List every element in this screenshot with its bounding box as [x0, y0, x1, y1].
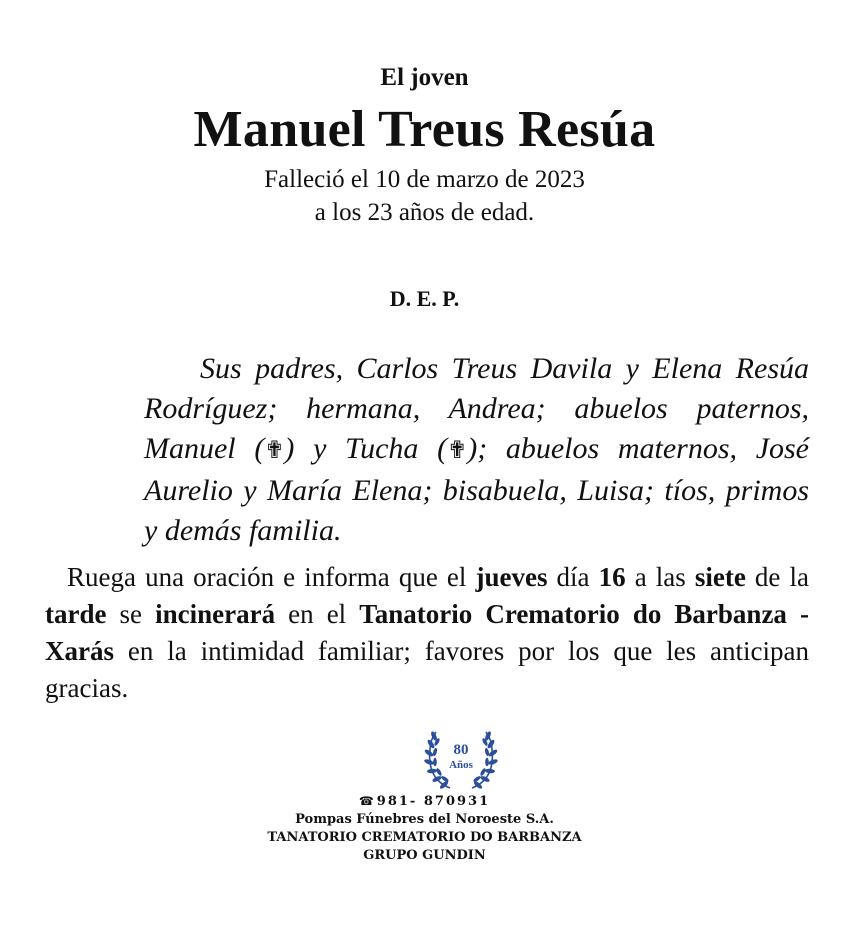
- tanatorio-name: TANATORIO CREMATORIO DO BARBANZA: [267, 830, 582, 845]
- company-name: Pompas Fúnebres del Noroeste S.A.: [295, 812, 554, 827]
- notice-venue: Tanatorio Crematorio do Barbanza - Xarás: [45, 599, 809, 666]
- funeral-home-footer: [0, 792, 849, 865]
- phone-number: 981- 870931: [376, 794, 491, 809]
- notice-period: tarde: [45, 599, 107, 629]
- anniversary-laurel-logo: [420, 724, 502, 794]
- service-notice: [45, 559, 809, 707]
- notice-day: jueves: [475, 562, 548, 592]
- family-text-1: Sus padres, Carlos Treus Davila y Elena Resúa Rodríguez; hermana, Andrea; abuelos paternos, Manuel (: [144, 352, 809, 465]
- group-name: GRUPO GUNDIN: [363, 848, 486, 863]
- notice-text: de la: [745, 562, 809, 592]
- logo-number: 80: [453, 742, 469, 758]
- logo-word: Años: [449, 759, 473, 771]
- notice-text: a las: [625, 562, 695, 592]
- phone-icon: ☎: [358, 794, 374, 808]
- notice-action: incinerará: [155, 599, 276, 629]
- notice-date: 16: [598, 562, 626, 592]
- deceased-prefix: El joven: [380, 64, 469, 91]
- cross-icon: ✟: [447, 438, 468, 464]
- family-mourners: [144, 349, 809, 551]
- death-date: Falleció el 10 de marzo de 2023: [264, 166, 585, 193]
- cross-icon: ✟: [264, 438, 285, 464]
- notice-text: en el: [275, 599, 360, 629]
- family-text-2: ) y Tucha (: [284, 432, 448, 465]
- family-text-3: ); abuelos maternos, José Aurelio y María Elena; bisabuela, Luisa; tíos, primos y demás familia.: [144, 432, 810, 547]
- rip-abbreviation: D. E. P.: [389, 286, 460, 311]
- notice-text: Ruega una oración e informa que el: [67, 562, 476, 592]
- phone-line: [0, 792, 849, 811]
- notice-text: en la intimidad familiar; favores por los que les anticipan gracias.: [45, 636, 809, 703]
- notice-text: se: [106, 599, 156, 629]
- deceased-name: Manuel Treus Resúa: [193, 101, 656, 158]
- notice-text: día: [547, 562, 599, 592]
- notice-hour: siete: [694, 562, 746, 592]
- age-at-death: a los 23 años de edad.: [314, 199, 535, 226]
